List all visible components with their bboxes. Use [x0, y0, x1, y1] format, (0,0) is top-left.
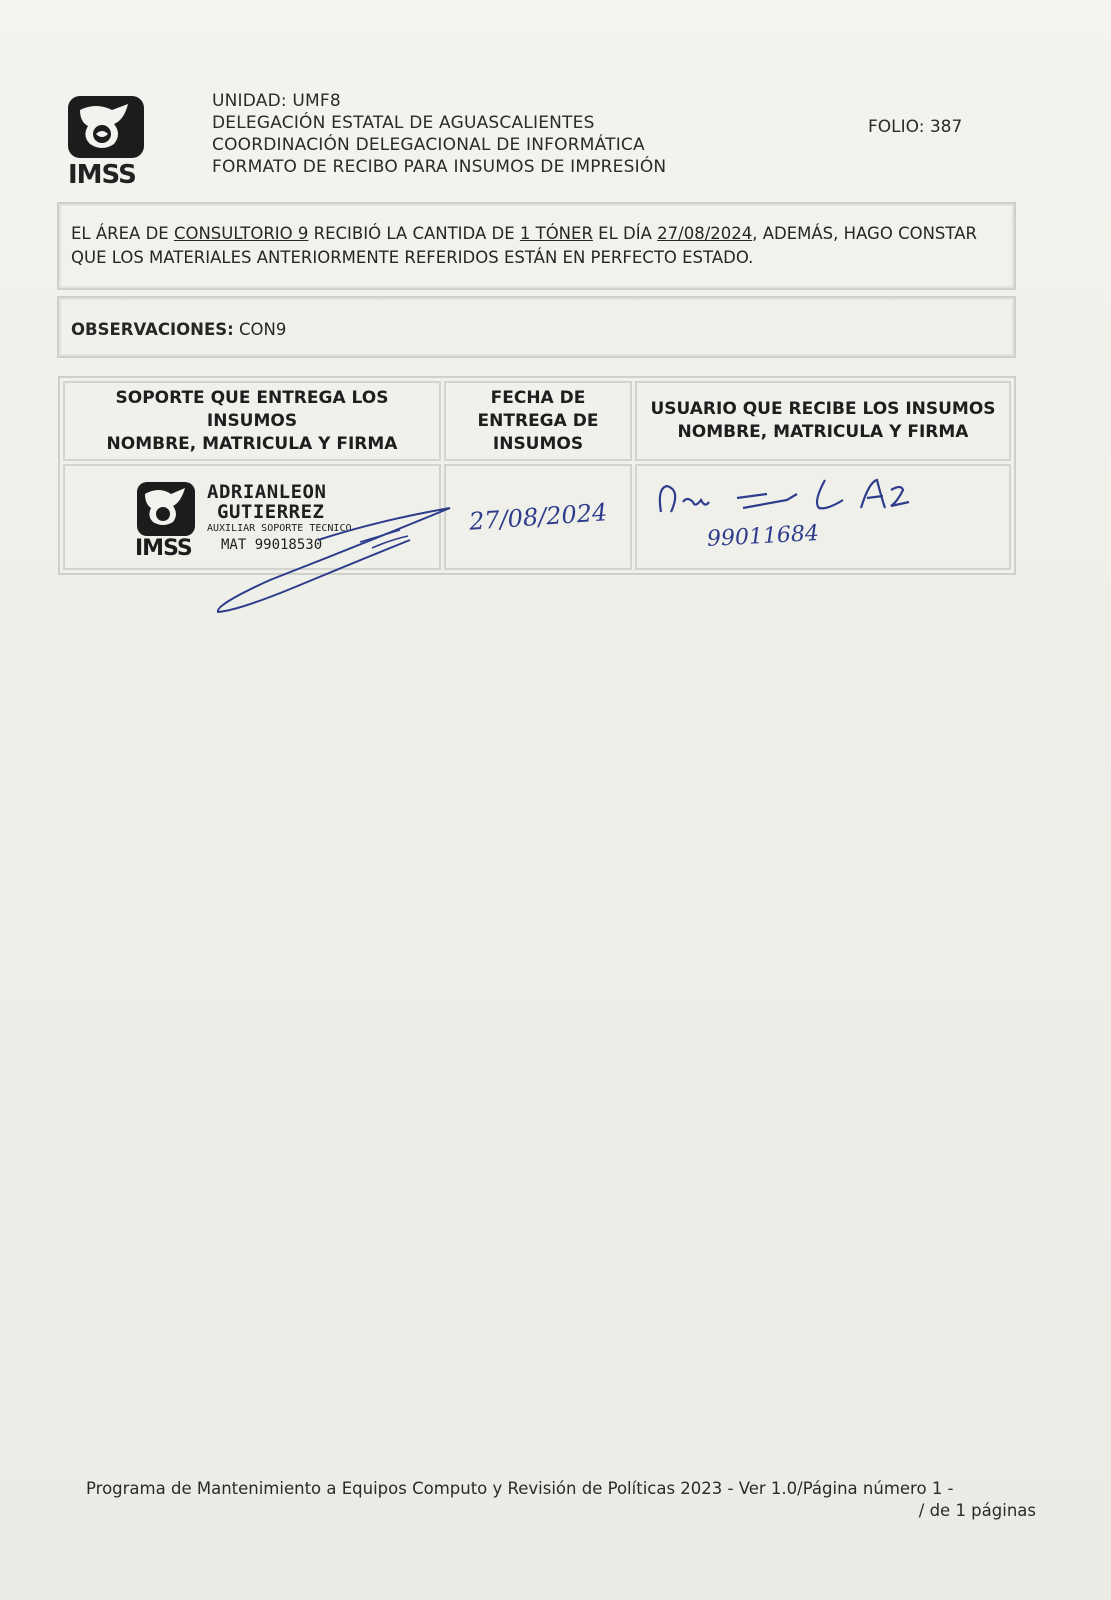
stamp-imss-text: IMSS [135, 536, 192, 561]
header-support-line-3: NOMBRE, MATRICULA Y FIRMA [106, 433, 398, 454]
user-signature-scribble-icon [647, 472, 997, 532]
stamp-text [207, 482, 352, 554]
stamp-mat: MAT 99018530 [221, 537, 323, 553]
header-form-title: FORMATO DE RECIBO PARA INSUMOS DE IMPRESIÓN [212, 157, 667, 177]
user-mat-handwritten: 99011684 [706, 521, 820, 552]
imss-logo-text: IMSS [68, 160, 136, 190]
document-footer [86, 1478, 1036, 1522]
observations-label: OBSERVACIONES: [71, 320, 234, 339]
user-signature [647, 472, 997, 562]
statement-part-4: , ADEMÁS, HAGO CONSTAR QUE LOS MATERIALES ANTERIORMENTE REFERIDOS ESTÁN EN PERFECTO ESTADO. [71, 224, 977, 267]
support-stamp-cell [63, 464, 441, 570]
statement-quantity: 1 TÓNER [519, 224, 593, 243]
footer-line-2: / de 1 páginas [918, 1501, 1036, 1520]
signature-table-data-row [63, 464, 1011, 570]
handwritten-date: 27/08/2024 [468, 498, 608, 536]
stamp-name-2: GUTIERREZ [217, 501, 325, 523]
statement-box [57, 202, 1016, 290]
header-user-line-1: USUARIO QUE RECIBE LOS INSUMOS [650, 399, 996, 419]
stamp-name-1: ADRIANLEON [207, 481, 327, 503]
header-date-line-3: INSUMOS [492, 433, 584, 454]
header-unit: UNIDAD: UMF8 [212, 91, 341, 111]
header-delegation: DELEGACIÓN ESTATAL DE AGUASCALIENTES [212, 113, 595, 133]
statement-part-2: RECIBIÓ LA CANTIDA DE [308, 224, 520, 243]
statement-part-3: EL DÍA [592, 224, 658, 243]
signature-table-header-row [63, 381, 1011, 461]
statement-date: 27/08/2024 [657, 224, 753, 243]
support-stamp [135, 480, 375, 560]
header-date-line-2: ENTREGA DE [477, 410, 599, 431]
observations-text [71, 320, 286, 339]
header-date-line-1: FECHA DE [490, 387, 586, 408]
document-header [212, 90, 666, 178]
signature-table [58, 376, 1016, 575]
statement-area: CONSULTORIO 9 [173, 224, 309, 243]
stamp-role: AUXILIAR SOPORTE TECNICO [207, 523, 352, 534]
delivery-date-cell [444, 464, 632, 570]
user-signature-cell [635, 464, 1011, 570]
header-coordination: COORDINACIÓN DELEGACIONAL DE INFORMÁTICA [212, 135, 645, 155]
imss-eagle-logo-icon [66, 94, 146, 160]
folio-number: FOLIO: 387 [868, 117, 963, 137]
statement-part-1: EL ÁREA DE [71, 224, 174, 243]
header-support-delivers [63, 381, 441, 461]
observations-value: CON9 [238, 320, 287, 339]
footer-line-1: Programa de Mantenimiento a Equipos Computo y Revisión de Políticas 2023 - Ver 1.0/Página número 1 - [86, 1479, 954, 1498]
header-user-line-2: NOMBRE, MATRICULA Y FIRMA [677, 422, 969, 442]
observations-box [57, 296, 1016, 358]
header-support-line-2: INSUMOS [206, 410, 298, 431]
statement-text [71, 222, 1001, 270]
header-user-receives [635, 381, 1011, 461]
stamp-imss-logo-icon [135, 480, 197, 538]
header-delivery-date [444, 381, 632, 461]
header-support-line-1: SOPORTE QUE ENTREGA LOS [115, 387, 389, 408]
